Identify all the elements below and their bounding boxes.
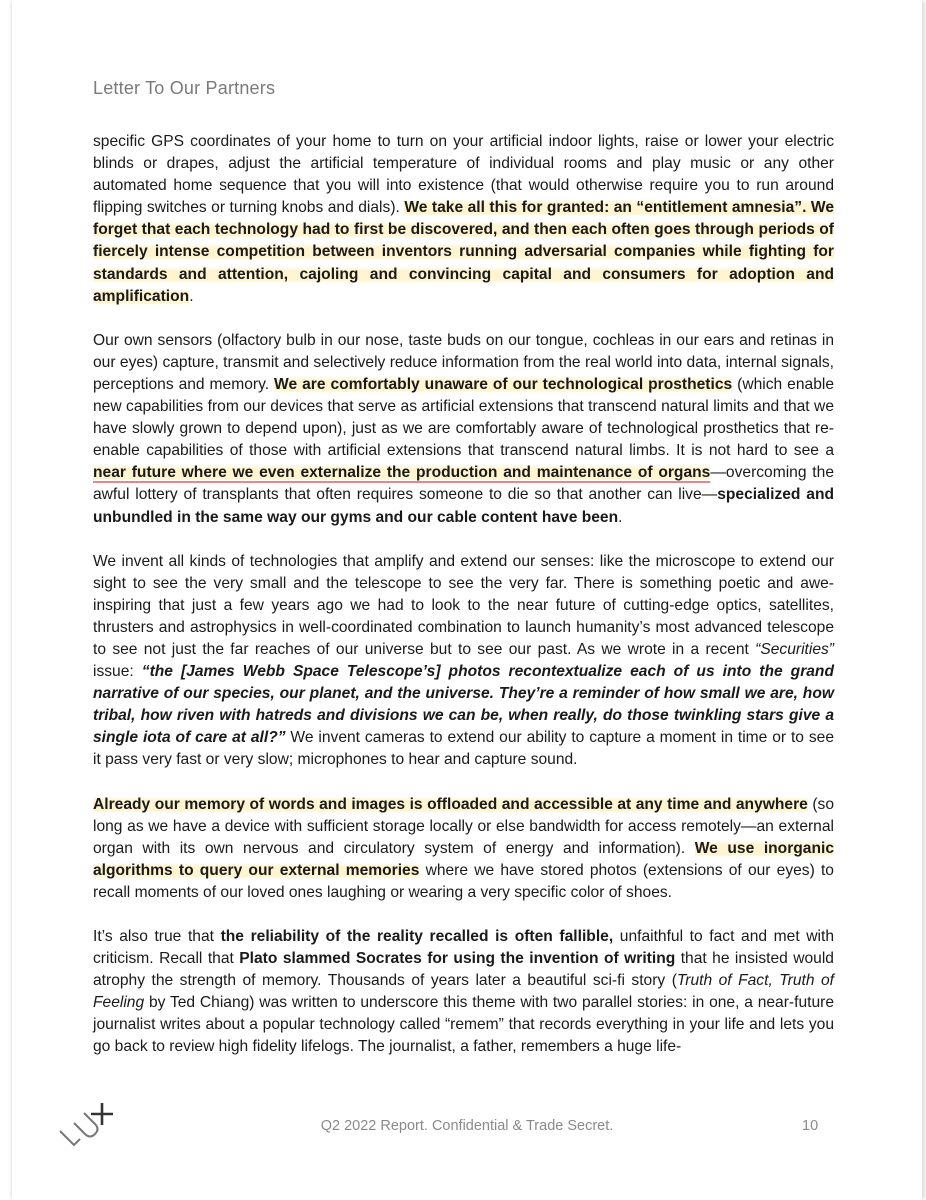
paragraph-1-highlight-1: We take all this for granted: an “entitlement amnesia”. We forget that each technology had to first be discovered, and then each often goes through periods of fiercely intense competition between inventors running adversarial companies while fighting for standards and attention, cajoling and convincing capital and consumers for adoption and amplification bbox=[93, 199, 834, 305]
paragraph-2 bbox=[93, 330, 834, 529]
paragraph-5-text-4: by Ted Chiang) was written to underscore this theme with two parallel stories: in one, a near-future journalist writes about a popular technology called “remem” that records everything in your life and lets you go back to review high fidelity lifelogs. The journalist, a father, remembers a huge life- bbox=[93, 994, 834, 1056]
paragraph-3 bbox=[93, 551, 834, 772]
paragraph-5-text-1: It’s also true that bbox=[93, 928, 221, 945]
paragraph-5-text-3: that he insisted would atrophy the strength of memory. Thousands of years later a beautiful sci-fi story ( bbox=[93, 950, 834, 990]
paragraph-5 bbox=[93, 926, 834, 1059]
paragraph-2-highlight-1: We are comfortably unaware of our technological prosthetics bbox=[274, 375, 733, 393]
paragraph-2-text-2: (which enable new capabilities from our devices that serve as artificial extensions that transcend natural limits and that we have slowly grown to depend upon), just as we are comfortably aware of technological prosthetics that re-enable capabilities of those with artificial extensions that transcend natural limbs. It is not hard to see a bbox=[93, 375, 834, 460]
paragraph-2-text-1: Our own sensors (olfactory bulb in our nose, taste buds on our tongue, cochleas in our ears and retinas in our eyes) capture, transmit and selectively reduce information from the real world into data, internal signals, perceptions and memory. bbox=[93, 331, 834, 393]
paragraph-5-italic-1: Truth of Fact, Truth of Feeling bbox=[93, 972, 834, 1012]
paragraph-2-highlight-2: near future where we even externalize the production and maintenance of organs bbox=[93, 464, 711, 482]
paragraph-1 bbox=[93, 131, 834, 308]
paragraph-5-text-2: unfaithful to fact and met with criticism. Recall that bbox=[93, 928, 835, 968]
paragraph-3-text-1: We invent all kinds of technologies that amplify and extend our senses: like the microscope to extend our sight to see the very small and the telescope to see the very far. There is something poetic and awe-inspiring that just a few years ago we had to look to the near future of cutting-edge optics, satellites, thrusters and astrophysics in well-coordinated combination to launch humanity’s most advanced telescope to see not just the far reaches of our universe but to see our past. As we wrote in a recent bbox=[93, 552, 834, 658]
paragraph-4-highlight-1: Already our memory of words and images is offloaded and accessible at any time and anywhere bbox=[93, 795, 808, 813]
paragraph-2-text-3: —overcoming the awful lottery of transplants that often requires someone to die so that another can live— bbox=[93, 464, 834, 504]
paragraph-5-bold-2: Plato slammed Socrates for using the invention of writing bbox=[239, 950, 676, 968]
footer-report-label: Q2 2022 Report. Confidential & Trade Secret. bbox=[320, 1118, 614, 1134]
body-text bbox=[93, 131, 834, 1081]
paragraph-1-text-2: . bbox=[189, 287, 194, 305]
document-page bbox=[12, 0, 922, 1200]
page-header-title: Letter To Our Partners bbox=[93, 78, 276, 98]
page-number: 10 bbox=[802, 1118, 819, 1134]
paragraph-5-bold-1: the reliability of the reality recalled is often fallible, bbox=[220, 928, 614, 945]
paragraph-4-text-1: (so long as we have a device with sufficient storage locally or else bandwidth for access remotely—an external organ with its own nervous and circulatory system of energy and information). bbox=[93, 795, 834, 857]
paragraph-2-bold-1: specialized and unbundled in the same way our gyms and our cable content have been bbox=[93, 486, 834, 526]
paragraph-4-highlight-2: We use inorganic algorithms to query our external memories bbox=[93, 839, 834, 879]
paragraph-3-text-3: We invent cameras to extend our ability to capture a moment in time or to see it pass very fast or very slow; microphones to hear and capture sound. bbox=[93, 729, 834, 769]
paragraph-4-text-2: where we have stored photos (extensions of our eyes) to recall moments of our loved ones laughing or wearing a very specific color of shoes. bbox=[93, 861, 834, 901]
paragraph-3-text-2: issue: bbox=[93, 663, 142, 681]
paragraph-3-quote: “the [James Webb Space Telescope’s] photos recontextualize each of us into the grand narrative of our species, our planet, and the universe. They’re a reminder of how small we are, how tribal, how riven with hatreds and divisions we can be, when really, do those twinkling stars give a single iota of care at all?” bbox=[93, 663, 834, 747]
paragraph-3-italic-1: “Securities” bbox=[755, 640, 834, 658]
paragraph-1-text-1: specific GPS coordinates of your home to turn on your artificial indoor lights, raise or lower your electric blinds or drapes, adjust the artificial temperature of individual rooms and play music or any other automated home sequence that you will into existence (that would otherwise require you to run around flipping switches or turning knobs and dials). bbox=[93, 133, 834, 217]
paragraph-2-text-4: . bbox=[618, 508, 623, 526]
paragraph-4 bbox=[93, 794, 834, 904]
